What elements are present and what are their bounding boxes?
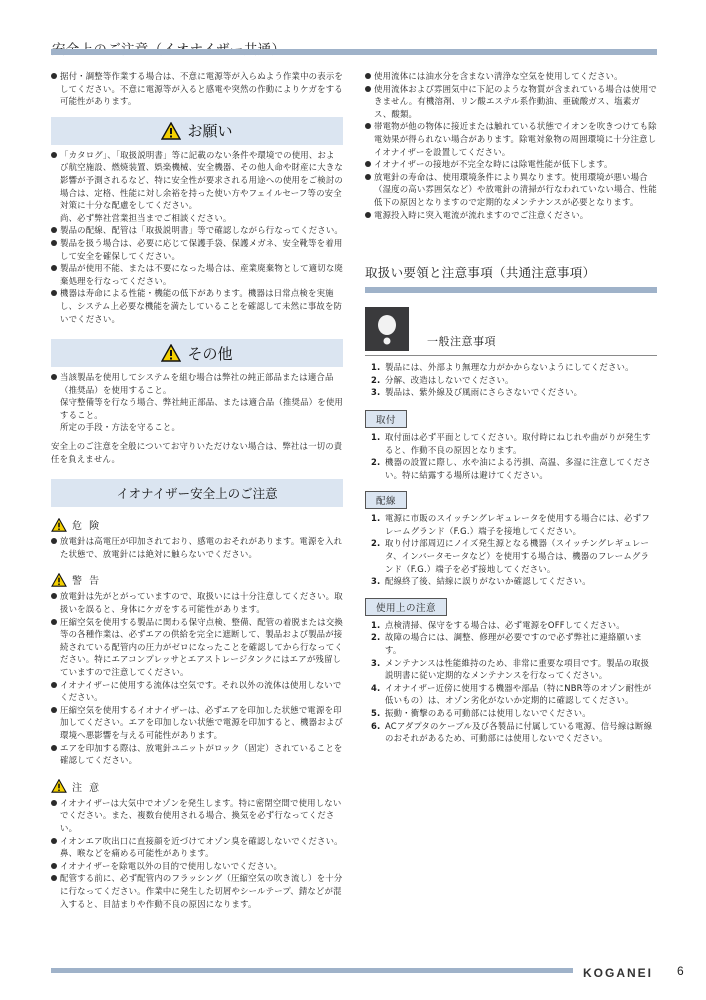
list-item: 1. 製品には、外部より無理な力がかからないようにしてください。 [371, 362, 634, 373]
list-item: 「カタログ」、「取扱説明書」等に記載のない条件や環境での使用、および航空施設、燃焼装置、娯楽機械、安全機器、その他人命や財産に大きな影響が予測されるなど、特に安全性が要求される用途への使用をご検討の場合は、定格、性能に対し余裕を持った使い方やフェイルセーフ等の安全対策に十分な配慮をしてください。 [51, 149, 343, 212]
list-item: 3. メンテナンスは性能維持のため、非常に重要な項目です。製品の取扱説明書に従い定期的なメンテナンスを行なってください。 [371, 657, 650, 681]
sub-text: 所定の手段・方法を守ること。 [60, 422, 181, 433]
bullet-icon [365, 171, 374, 209]
list-item: 放電針は高電圧が印加されており、感電のおそれがあります。電源を入れた状態で、放電針には絶対に触らないでください。 [51, 535, 343, 560]
warning-triangle-icon [51, 518, 67, 532]
left-column [51, 70, 343, 910]
onegai-heading: お願い [51, 117, 343, 145]
brand-logo: KOGANEI [583, 966, 654, 980]
bullet-icon [51, 872, 60, 910]
bullet-icon [51, 704, 60, 742]
list-item: 2. 取り付け部周辺にノイズ発生源となる機器（スイッチングレギュレータ、インバータモータなど）を使用する場合は、機器のフレームグランド（F.G.）端子を必ず接地してください。 [371, 538, 650, 574]
bullet-icon [365, 70, 374, 83]
bullet-icon [51, 287, 60, 325]
page-title [52, 38, 285, 58]
bullet-icon [51, 371, 60, 396]
list-item: 1. 取付面は必ず平面としてください。取付時にねじれや曲がりが発生すると、作動不良の原因となります。 [371, 431, 651, 455]
bullet-icon [51, 149, 60, 212]
caution-heading: 注 意 [51, 779, 343, 794]
bullet-icon [51, 262, 60, 287]
bullet-icon [51, 742, 60, 767]
warning-heading: 警 告 [51, 572, 343, 587]
bullet-icon [365, 158, 374, 171]
list-item: 圧縮空気を使用するイオナイザーは、必ずエアを印加した状態で電源を印加してください。エアを印加しない状態で電源を印加すると、機器および環境へ悪影響を与える可能性があります。 [51, 704, 343, 742]
list-item: 1. 点検清掃、保守をする場合は、必ず電源をOFFしてください。 [371, 619, 625, 630]
list-item: 帯電物が他の物体に接近または触れている状態でイオンを吹きつけても除電効果が得られない場合があります。除電対象物の周囲環境に十分注意しイオナイザーを設置してください。 [365, 120, 657, 158]
list-item: イオナイザーに使用する流体は空気です。それ以外の流体は使用しないでください。 [51, 679, 343, 704]
sonota-heading: その他 [51, 339, 343, 367]
mount-tag: 取付 [365, 410, 407, 428]
bullet-icon [51, 835, 60, 860]
list-item: 配管する前に、必ず配管内のフラッシング（圧縮空気の吹き流し）を十分に行なってください。作業中に発生した切屑やシールテープ、錆などが混入すると、目詰まりや作動不良の原因になります。 [51, 872, 343, 910]
list-item: 機器は寿命による性能・機能の低下があります。機器は日常点検を実施し、システム上必要な機能を満たしていることを確認して未然に事故を防いでください。 [51, 287, 343, 325]
bullet-icon [51, 535, 60, 560]
usage-tag: 使用上の注意 [365, 598, 447, 616]
list-item: 放電針は先がとがっていますので、取扱いには十分注意してください。取扱いを誤ると、身体にケガをする可能性があります。 [51, 590, 343, 615]
list-item: 4. イオナイザー近傍に使用する機器や部品（特にNBR等のオゾン耐性が低いもの）は、オゾン劣化がないか定期的に確認してください。 [371, 682, 652, 706]
right-column [365, 70, 657, 745]
ionizer-safety-heading: イオナイザー安全上のご注意 [51, 479, 343, 507]
bullet-icon [51, 237, 60, 262]
bullet-icon [51, 590, 60, 615]
list-item: 製品を扱う場合は、必要に応じて保護手袋、保護メガネ、安全靴等を着用して安全を確保してください。 [51, 237, 343, 262]
general-notes-heading: 一般注意事項 [365, 307, 657, 351]
list-item: 5. 振動・衝撃のある可動部には使用しないでください。 [371, 708, 591, 718]
warning-triangle-icon [161, 122, 181, 140]
handling-section-title: 取扱い要領と注意事項（共通注意事項） [365, 265, 596, 281]
bullet-icon [51, 679, 60, 704]
list-item: 3. 製品は、紫外線及び風雨にさらさないでください。 [371, 387, 583, 398]
list-item: エアを印加する際は、放電針ユニットがロック（固定）されていることを確認してください。 [51, 742, 343, 767]
warning-triangle-icon [51, 573, 67, 587]
list-item: 2. 分解、改造はしないでください。 [371, 374, 514, 385]
bullet-icon [365, 83, 374, 121]
danger-heading: 危 険 [51, 517, 343, 532]
warning-triangle-icon [161, 344, 181, 362]
page-number: 6 [677, 964, 684, 978]
list-item: 3. 配線終了後、結線に誤りがないか確認してください。 [371, 576, 591, 587]
list-item: イオナイザーは大気中でオゾンを発生します。特に密閉空間で使用しないでください。また、複数台使用される場合、換気を必ず行なってください。 [51, 797, 343, 835]
header-rule [51, 49, 657, 55]
list-item: 電源投入時に突入電流が流れますのでご注意ください。 [365, 209, 657, 222]
list-item: イオナイザーの接地が不完全な時には除電性能が低下します。 [365, 158, 657, 171]
bullet-icon [51, 797, 60, 835]
exclamation-icon [365, 307, 409, 351]
warning-triangle-icon [51, 779, 67, 793]
bullet-icon [51, 860, 60, 873]
bullet-icon [51, 70, 60, 108]
bullet-icon [365, 209, 374, 222]
list-item: 当該製品を使用してシステムを組む場合は弊社の純正部品または適合品（推奨品）を使用すること。 [51, 371, 343, 396]
footer-rule [51, 968, 573, 973]
list-item: 放電針の寿命は、使用環境条件により異なります。使用環境が悪い場合（湿度の高い雰囲気など）や放電針の清掃が行なわれていない場合、性能低下の原因となりますので定期的なメンテナンスが必要となります。 [365, 171, 657, 209]
list-item: 製品が使用不能、または不要になった場合は、産業廃棄物として適切な廃棄処理を行なってください。 [51, 262, 343, 287]
bullet-icon [51, 616, 60, 679]
sub-text: 保守整備等を行なう場合、弊社純正部品、または適合品（推奨品）を使用すること。 [60, 397, 343, 420]
section-rule [365, 287, 657, 293]
divider [365, 355, 657, 356]
wiring-tag: 配線 [365, 491, 407, 509]
bullet-icon [51, 224, 60, 237]
note-text: 尚、必ず弊社営業担当までご相談ください。 [60, 212, 232, 223]
closing-text: 安全上のご注意を全般についてお守りいただけない場合は、弊社は一切の責任を負えません。 [51, 441, 343, 464]
list-item: 2. 機器の設置に際し、水や油による汚損、高温、多湿に注意してください。特に結露する場所は避けてください。 [371, 457, 651, 480]
list-item: 使用流体および雰囲気中に下記のような物質が含まれている場合は使用できません。有機溶剤、リン酸エステル系作動油、亜硫酸ガス、塩素ガス、酸類。 [365, 83, 657, 121]
list-item: 使用流体には油水分を含まない清浄な空気を使用してください。 [365, 70, 657, 83]
bullet-icon [365, 120, 374, 158]
list-item: 6. ACアダプタのケーブル及び各製品に付属している電源、信号線は断線のおそれがあるため、可動部には使用しないでください。 [371, 720, 653, 744]
list-item: 圧縮空気を使用する製品に関わる保守点検、整備、配管の着脱または交換等の各種作業は、必ずエアの供給を完全に遮断して、製品および製品が接続されている配管内の圧力がゼロになったことを確認してから行なってください。特にエアコンプレッサとエアストレージタンクにはエアが残留していますので注意してください。 [51, 616, 343, 679]
list-item: 製品の配線、配管は「取扱説明書」等で確認しながら行なってください。 [51, 224, 343, 237]
list-item: 1. 電源に市販のスイッチングレギュレータを使用する場合には、必ずフレームグランド（F.G.）端子を接地してください。 [371, 513, 650, 536]
list-item: イオンエア吹出口に直接顔を近づけてオゾン臭を確認しないでください。鼻、喉などを痛める可能性があります。 [51, 835, 343, 860]
list-item: 据付・調整等作業する場合は、不意に電源等が入らぬよう作業中の表示をしてください。不意に電源等が入ると感電や突然の作動によりケガをする可能性があります。 [51, 70, 343, 108]
list-item: イオナイザーを除電以外の目的で使用しないでください。 [51, 860, 343, 873]
list-item: 2. 故障の場合には、調整、修理が必要ですので必ず弊社に連絡願います。 [371, 632, 643, 656]
